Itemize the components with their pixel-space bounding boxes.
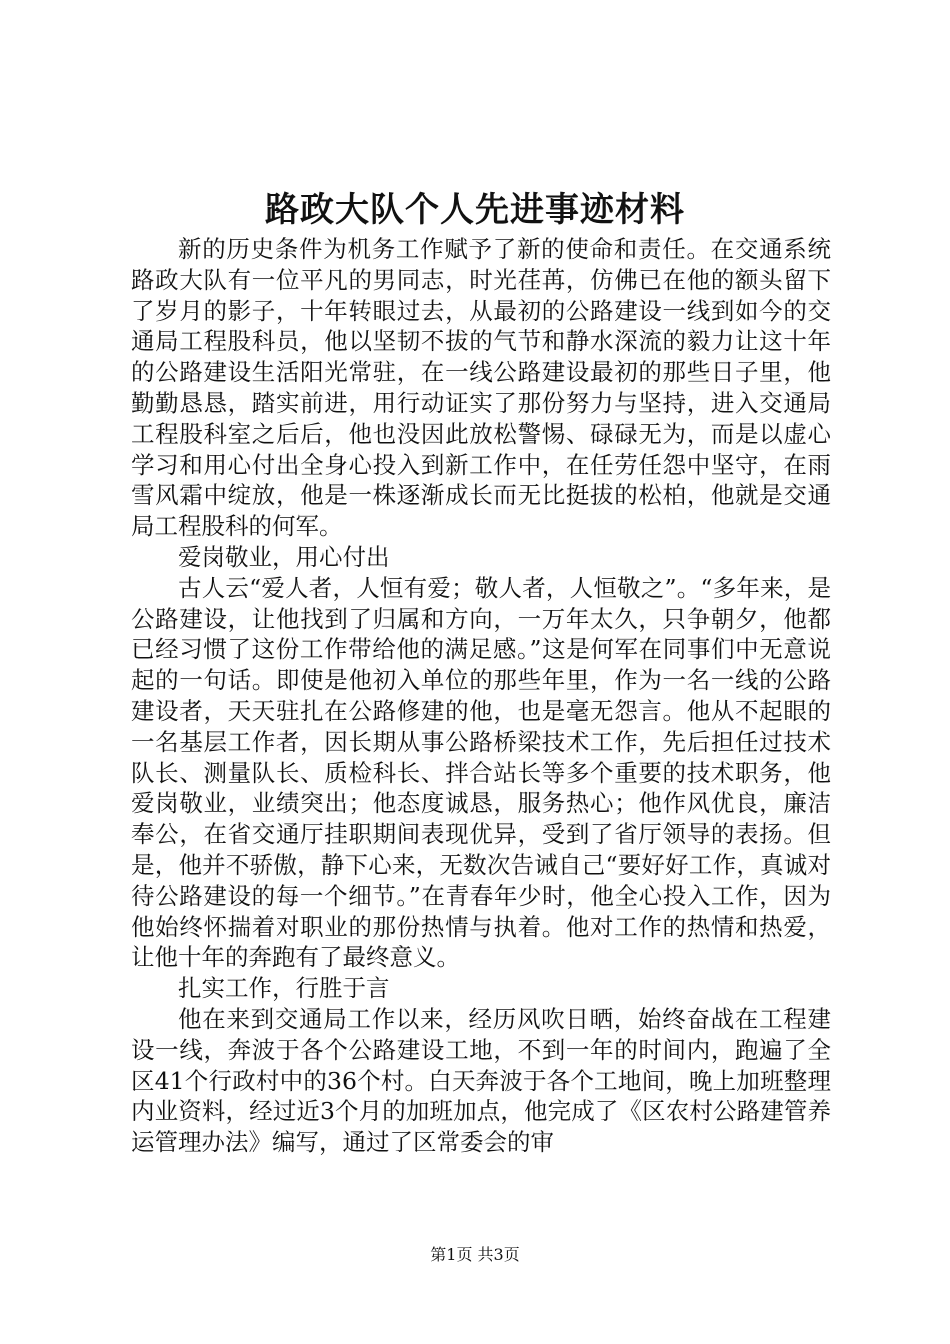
paragraph-solid-work: 他在来到交通局工作以来，经历风吹日晒，始终奋战在工程建设一线，奔波于各个公路建设工地，不到一年的时间内，跑遍了全区41个行政村中的36个村。白天奔波于各个工地间，晚上加班整理内业资料，经过近3个月的加班加点，他完成了《区农村公路建管养运管理办法》编写，通过了区常委会的审: [131, 1004, 831, 1157]
section-heading-solid-work: 扎实工作，行胜于言: [178, 974, 390, 1003]
page-number-footer: 第1页 共3页: [430, 1245, 520, 1264]
document-body: [131, 234, 831, 1158]
paragraph-intro: 新的历史条件为机务工作赋予了新的使命和责任。在交通系统路政大队有一位平凡的男同志，时光荏苒，仿佛已在他的额头留下了岁月的影子，十年转眼过去，从最初的公路建设一线到如今的交通局工程股科员，他以坚韧不拔的气节和静水深流的毅力让这十年的公路建设生活阳光常驻，在一线公路建设最初的那些日子里，他勤勤恳恳，踏实前进，用行动证实了那份努力与坚持，进入交通局工程股科室之后后，他也没因此放松警惕、碌碌无为，而是以虚心学习和用心付出全身心投入到新工作中，在任劳任怨中坚守，在雨雪风霜中绽放，他是一株逐渐成长而无比挺拔的松柏，他就是交通局工程股科的何军。: [131, 235, 831, 541]
document-title: 路政大队个人先进事迹材料: [265, 190, 685, 230]
paragraph-dedication: 古人云“爱人者，人恒有爱；敬人者，人恒敬之”。“多年来，是公路建设，让他找到了归属和方向，一万年太久，只争朝夕，他都已经习惯了这份工作带给他的满足感。”这是何军在同事们中无意说起的一句话。即使是他初入单位的那些年里，作为一名一线的公路建设者，天天驻扎在公路修建的他，也是毫无怨言。他从不起眼的一名基层工作者，因长期从事公路桥梁技术工作，先后担任过技术队长、测量队长、质检科长、拌合站长等多个重要的技术职务，他爱岗敬业，业绩突出；他态度诚恳，服务热心；他作风优良，廉洁奉公，在省交通厅挂职期间表现优异，受到了省厅领导的表扬。但是，他并不骄傲，静下心来，无数次告诫自己“要好好工作，真诚对待公路建设的每一个细节。”在青春年少时，他全心投入工作，因为他始终怀揣着对职业的那份热情与执着。他对工作的热情和热爱，让他十年的奔跑有了最终意义。: [131, 573, 831, 972]
section-heading-dedication: 爱岗敬业，用心付出: [178, 542, 390, 571]
